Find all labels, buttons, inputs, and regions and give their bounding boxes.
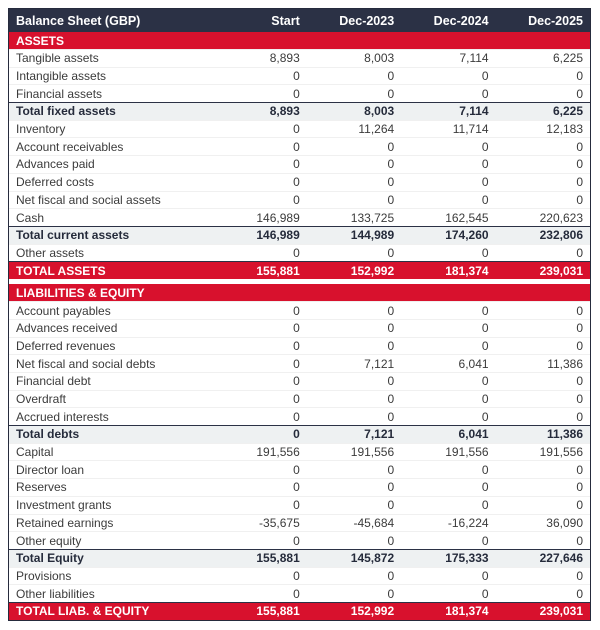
- cell-value: 36,090: [546, 515, 583, 530]
- row-label: Provisions: [16, 568, 72, 583]
- column-header-dec-2023: Dec-2023: [339, 13, 395, 28]
- cell-value: 0: [576, 192, 583, 207]
- table-row: [9, 49, 590, 67]
- cell-value: 155,881: [256, 604, 300, 619]
- cell-value: 181,374: [445, 604, 489, 619]
- cell-value: 0: [576, 374, 583, 389]
- cell-value: 155,881: [256, 551, 300, 566]
- cell-value: 0: [293, 245, 300, 260]
- table-row: [9, 102, 590, 120]
- row-label: Other equity: [16, 533, 82, 548]
- row-label: Account receivables: [16, 139, 124, 154]
- row-label: Financial assets: [16, 86, 103, 101]
- cell-value: 0: [387, 409, 395, 424]
- cell-value: 0: [481, 175, 489, 190]
- cell-value: 0: [481, 480, 489, 495]
- cell-value: 12,183: [546, 122, 583, 137]
- table-row: [9, 372, 590, 390]
- cell-value: 152,992: [350, 604, 395, 619]
- cell-value: 0: [387, 245, 395, 260]
- cell-value: 0: [387, 392, 395, 407]
- cell-value: 11,386: [547, 356, 583, 371]
- cell-value: -45,684: [353, 515, 395, 530]
- cell-value: 0: [387, 338, 395, 353]
- cell-value: 0: [293, 139, 300, 154]
- cell-value: 0: [576, 321, 583, 336]
- cell-value: 0: [481, 192, 489, 207]
- row-label: Director loan: [16, 462, 85, 477]
- cell-value: 0: [481, 392, 489, 407]
- cell-value: 6,225: [552, 104, 583, 119]
- cell-value: 0: [387, 69, 395, 84]
- cell-value: 7,114: [459, 51, 489, 66]
- row-label: Advances received: [16, 321, 118, 336]
- table-row: [9, 120, 590, 138]
- cell-value: 0: [481, 533, 489, 548]
- table-title: Balance Sheet (GBP): [16, 13, 141, 28]
- cell-value: 6,225: [552, 51, 583, 66]
- cell-value: 0: [481, 568, 489, 583]
- table-header-row: [9, 9, 590, 32]
- cell-value: 0: [576, 69, 583, 84]
- cell-value: 0: [576, 303, 583, 318]
- row-label: Capital: [16, 445, 54, 460]
- cell-value: 239,031: [539, 604, 583, 619]
- cell-value: 0: [293, 374, 300, 389]
- table-row: [9, 208, 590, 226]
- row-label: Total fixed assets: [16, 104, 116, 119]
- cell-value: 7,121: [364, 356, 395, 371]
- table-row: [9, 354, 590, 372]
- cell-value: 0: [576, 392, 583, 407]
- cell-value: 152,992: [350, 263, 395, 278]
- cell-value: 144,989: [350, 228, 395, 243]
- cell-value: 8,003: [364, 51, 395, 66]
- cell-value: 0: [293, 86, 300, 101]
- row-label: Reserves: [16, 480, 67, 495]
- cell-value: 8,003: [364, 104, 395, 119]
- cell-value: 0: [293, 392, 300, 407]
- row-label: Cash: [16, 210, 45, 225]
- cell-value: 0: [576, 480, 583, 495]
- cell-value: 0: [293, 586, 300, 601]
- table-row: [9, 155, 590, 173]
- cell-value: 7,121: [364, 427, 395, 442]
- cell-value: 8,893: [269, 51, 300, 66]
- cell-value: 175,333: [445, 551, 489, 566]
- cell-value: 0: [293, 498, 300, 513]
- cell-value: 11,386: [546, 427, 583, 442]
- table-row: [9, 549, 590, 567]
- cell-value: 8,893: [269, 104, 300, 119]
- table-row: [9, 443, 590, 461]
- column-header-dec-2025: Dec-2025: [528, 13, 583, 28]
- table-row: [9, 407, 590, 425]
- cell-value: 133,725: [350, 210, 395, 225]
- balance-sheet-table: [8, 8, 591, 621]
- table-row: [9, 567, 590, 585]
- column-header-start: Start: [271, 13, 300, 28]
- cell-value: 0: [293, 568, 300, 583]
- cell-value: 0: [387, 157, 395, 172]
- row-label: Financial debt: [16, 374, 91, 389]
- cell-value: 0: [293, 321, 300, 336]
- cell-value: 6,041: [458, 356, 489, 371]
- row-label: Account payables: [16, 303, 111, 318]
- row-label: Inventory: [16, 122, 66, 137]
- table-row: [9, 425, 590, 443]
- row-label: Total current assets: [16, 228, 130, 243]
- cell-value: 0: [481, 69, 489, 84]
- cell-value: 0: [293, 192, 300, 207]
- cell-value: 0: [293, 175, 300, 190]
- cell-value: 0: [293, 427, 300, 442]
- row-label: Net fiscal and social assets: [16, 192, 161, 207]
- cell-value: 227,646: [539, 551, 583, 566]
- row-label: Deferred revenues: [16, 338, 116, 353]
- table-body: [9, 32, 590, 620]
- cell-value: 191,556: [256, 445, 300, 460]
- table-row: [9, 244, 590, 262]
- cell-value: 11,714: [452, 122, 489, 137]
- cell-value: 0: [481, 321, 489, 336]
- cell-value: 0: [481, 245, 489, 260]
- cell-value: 0: [293, 69, 300, 84]
- cell-value: 0: [293, 480, 300, 495]
- cell-value: 0: [387, 533, 395, 548]
- table-row: [9, 514, 590, 532]
- table-row: [9, 531, 590, 549]
- table-row: [9, 226, 590, 244]
- row-label: Intangible assets: [16, 69, 107, 84]
- cell-value: 0: [387, 86, 395, 101]
- row-label: TOTAL LIAB. & EQUITY: [16, 604, 150, 619]
- cell-value: 0: [576, 409, 583, 424]
- table-row: [9, 478, 590, 496]
- table-row: [9, 319, 590, 337]
- row-label: Overdraft: [16, 392, 67, 407]
- cell-value: 0: [387, 480, 395, 495]
- cell-value: 0: [293, 462, 300, 477]
- cell-value: 0: [576, 586, 583, 601]
- table-row: [9, 67, 590, 85]
- cell-value: 0: [387, 498, 395, 513]
- cell-value: 0: [481, 498, 489, 513]
- total-row: [9, 602, 590, 620]
- cell-value: 0: [387, 175, 395, 190]
- cell-value: 0: [481, 139, 489, 154]
- table-row: [9, 173, 590, 191]
- cell-value: 146,989: [256, 210, 300, 225]
- cell-value: 0: [387, 462, 395, 477]
- cell-value: 0: [481, 409, 489, 424]
- cell-value: 0: [293, 533, 300, 548]
- cell-value: 0: [387, 321, 395, 336]
- cell-value: 0: [576, 338, 583, 353]
- total-row: [9, 261, 590, 279]
- cell-value: 0: [576, 86, 583, 101]
- cell-value: 162,545: [445, 210, 489, 225]
- cell-value: 0: [293, 356, 300, 371]
- row-label: Total Equity: [16, 551, 84, 566]
- cell-value: 232,806: [539, 228, 583, 243]
- table-row: [9, 301, 590, 319]
- cell-value: 0: [481, 586, 489, 601]
- cell-value: 0: [387, 586, 395, 601]
- cell-value: 0: [293, 157, 300, 172]
- cell-value: 6,041: [458, 427, 489, 442]
- section-header-liabilities-equity: [9, 284, 590, 301]
- cell-value: 0: [576, 175, 583, 190]
- cell-value: 0: [387, 139, 395, 154]
- column-header-dec-2024: Dec-2024: [433, 13, 489, 28]
- cell-value: 0: [293, 409, 300, 424]
- row-label: Tangible assets: [16, 51, 99, 66]
- cell-value: 11,264: [358, 122, 395, 137]
- row-label: Deferred costs: [16, 175, 95, 190]
- cell-value: 0: [481, 374, 489, 389]
- cell-value: 0: [387, 192, 395, 207]
- section-title: ASSETS: [16, 33, 65, 48]
- cell-value: 0: [293, 303, 300, 318]
- cell-value: 0: [481, 157, 489, 172]
- cell-value: 191,556: [445, 445, 489, 460]
- cell-value: 0: [481, 86, 489, 101]
- cell-value: 0: [481, 303, 489, 318]
- row-label: Investment grants: [16, 498, 112, 513]
- row-label: Accrued interests: [16, 409, 109, 424]
- cell-value: 0: [293, 122, 300, 137]
- cell-value: -35,675: [259, 515, 300, 530]
- cell-value: 239,031: [539, 263, 583, 278]
- cell-value: 191,556: [350, 445, 395, 460]
- row-label: Other liabilities: [16, 586, 95, 601]
- cell-value: 0: [576, 498, 583, 513]
- row-label: Retained earnings: [16, 515, 114, 530]
- cell-value: 0: [481, 462, 489, 477]
- cell-value: 0: [387, 568, 395, 583]
- table-row: [9, 460, 590, 478]
- row-label: Advances paid: [16, 157, 95, 172]
- cell-value: 146,989: [256, 228, 300, 243]
- cell-value: 174,260: [445, 228, 489, 243]
- cell-value: 0: [387, 303, 395, 318]
- cell-value: 220,623: [539, 210, 583, 225]
- cell-value: 0: [293, 338, 300, 353]
- row-label: Other assets: [16, 245, 85, 260]
- cell-value: 181,374: [445, 263, 489, 278]
- row-label: Net fiscal and social debts: [16, 356, 156, 371]
- cell-value: -16,224: [447, 515, 489, 530]
- table-row: [9, 191, 590, 209]
- table-row: [9, 337, 590, 355]
- cell-value: 0: [576, 568, 583, 583]
- cell-value: 0: [576, 157, 583, 172]
- cell-value: 191,556: [539, 445, 583, 460]
- section-title: LIABILITIES & EQUITY: [16, 285, 145, 300]
- table-row: [9, 137, 590, 155]
- row-label: Total debts: [16, 427, 80, 442]
- table-row: [9, 390, 590, 408]
- table-row: [9, 496, 590, 514]
- table-row: [9, 84, 590, 102]
- row-label: TOTAL ASSETS: [16, 263, 106, 278]
- cell-value: 0: [576, 462, 583, 477]
- cell-value: 0: [576, 533, 583, 548]
- cell-value: 145,872: [350, 551, 395, 566]
- cell-value: 7,114: [459, 104, 489, 119]
- cell-value: 0: [481, 338, 489, 353]
- table-row: [9, 584, 590, 602]
- section-header-assets: [9, 32, 590, 49]
- cell-value: 0: [387, 374, 395, 389]
- cell-value: 155,881: [256, 263, 300, 278]
- cell-value: 0: [576, 139, 583, 154]
- cell-value: 0: [576, 245, 583, 260]
